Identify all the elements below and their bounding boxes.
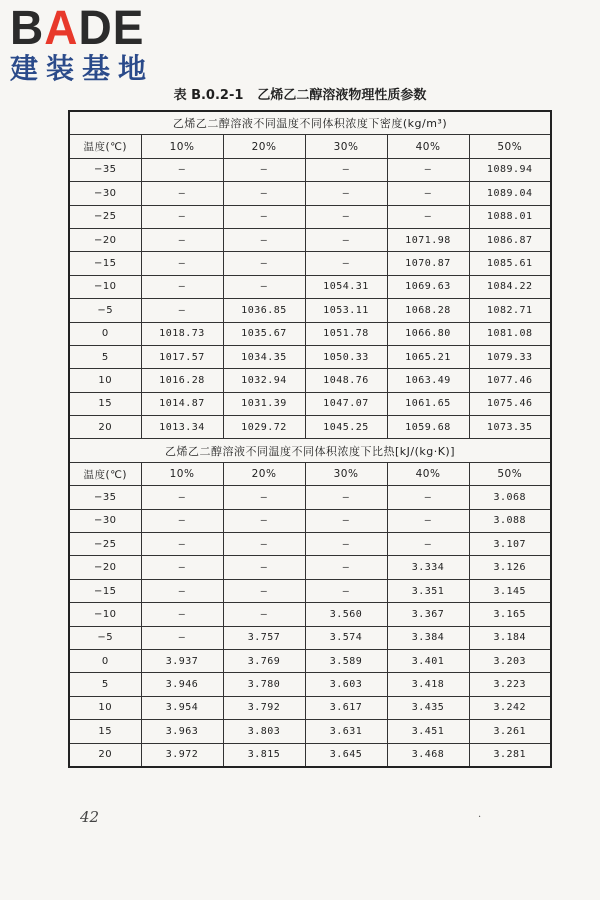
value-cell: — (387, 486, 469, 509)
value-cell: 1053.11 (305, 299, 387, 322)
value-cell: 1045.25 (305, 416, 387, 439)
value-cell: 1032.94 (223, 369, 305, 392)
value-cell: — (387, 182, 469, 205)
value-cell: 1017.57 (141, 345, 223, 368)
column-header-temperature: 温度(℃) (69, 462, 141, 485)
value-cell: — (387, 158, 469, 181)
value-cell: 1089.04 (469, 182, 551, 205)
value-cell: 1079.33 (469, 345, 551, 368)
value-cell: — (141, 205, 223, 228)
properties-table-body (69, 111, 551, 767)
value-cell: 3.435 (387, 696, 469, 719)
value-cell: 3.351 (387, 579, 469, 602)
section-title-row (69, 439, 551, 462)
temperature-cell: −15 (69, 252, 141, 275)
column-header-concentration: 40% (387, 135, 469, 158)
value-cell: 3.384 (387, 626, 469, 649)
value-cell: 1014.87 (141, 392, 223, 415)
value-cell: — (223, 486, 305, 509)
value-cell: — (305, 158, 387, 181)
table-title: 乙烯乙二醇溶液物理性质参数 (257, 88, 427, 103)
value-cell: 3.261 (469, 720, 551, 743)
value-cell: 3.792 (223, 696, 305, 719)
temperature-cell: 10 (69, 696, 141, 719)
value-cell: 1051.78 (305, 322, 387, 345)
value-cell: 1069.63 (387, 275, 469, 298)
table-row (69, 205, 551, 228)
temperature-cell: −5 (69, 299, 141, 322)
value-cell: 3.418 (387, 673, 469, 696)
value-cell: 1086.87 (469, 228, 551, 251)
value-cell: 3.937 (141, 649, 223, 672)
value-cell: 3.367 (387, 603, 469, 626)
stray-mark: · (478, 812, 482, 823)
value-cell: 1084.22 (469, 275, 551, 298)
table-row (69, 345, 551, 368)
table-row (69, 252, 551, 275)
table-row (69, 579, 551, 602)
value-cell: 1089.94 (469, 158, 551, 181)
temperature-cell: −10 (69, 603, 141, 626)
value-cell: — (141, 579, 223, 602)
table-row (69, 533, 551, 556)
column-header-concentration: 30% (305, 462, 387, 485)
column-header-concentration: 10% (141, 462, 223, 485)
value-cell: 3.946 (141, 673, 223, 696)
value-cell: 1013.34 (141, 416, 223, 439)
temperature-cell: 5 (69, 345, 141, 368)
value-cell: — (141, 252, 223, 275)
section-title: 乙烯乙二醇溶液不同温度不同体积浓度下比热[kJ/(kg·K)] (69, 439, 551, 462)
temperature-cell: 0 (69, 322, 141, 345)
value-cell: — (305, 556, 387, 579)
value-cell: 1065.21 (387, 345, 469, 368)
value-cell: 3.963 (141, 720, 223, 743)
table-number: 表 B.0.2-1 (173, 88, 244, 103)
value-cell: 1048.76 (305, 369, 387, 392)
table-row (69, 486, 551, 509)
value-cell: 1034.35 (223, 345, 305, 368)
value-cell: 3.954 (141, 696, 223, 719)
value-cell: 3.757 (223, 626, 305, 649)
value-cell: — (223, 252, 305, 275)
section-title-row (69, 111, 551, 135)
value-cell: 1063.49 (387, 369, 469, 392)
value-cell: 3.242 (469, 696, 551, 719)
value-cell: — (387, 205, 469, 228)
value-cell: 1047.07 (305, 392, 387, 415)
column-header-concentration: 20% (223, 135, 305, 158)
value-cell: 1031.39 (223, 392, 305, 415)
value-cell: — (141, 228, 223, 251)
table-row (69, 556, 551, 579)
value-cell: — (141, 182, 223, 205)
value-cell: 1082.71 (469, 299, 551, 322)
temperature-cell: 15 (69, 392, 141, 415)
column-header-concentration: 50% (469, 462, 551, 485)
value-cell: — (305, 205, 387, 228)
value-cell: 1050.33 (305, 345, 387, 368)
value-cell: — (305, 533, 387, 556)
brand-logo (10, 0, 155, 86)
value-cell: — (305, 509, 387, 532)
value-cell: — (141, 158, 223, 181)
value-cell: — (387, 533, 469, 556)
value-cell: — (305, 486, 387, 509)
value-cell: 3.780 (223, 673, 305, 696)
value-cell: — (223, 158, 305, 181)
column-header-row (69, 462, 551, 485)
value-cell: 3.107 (469, 533, 551, 556)
temperature-cell: −20 (69, 556, 141, 579)
table-row (69, 182, 551, 205)
value-cell: — (223, 579, 305, 602)
temperature-cell: −5 (69, 626, 141, 649)
value-cell: 1085.61 (469, 252, 551, 275)
value-cell: — (223, 509, 305, 532)
table-caption (0, 84, 600, 103)
table-row (69, 369, 551, 392)
value-cell: 3.184 (469, 626, 551, 649)
table-row (69, 626, 551, 649)
value-cell: — (223, 205, 305, 228)
table-row (69, 743, 551, 767)
temperature-cell: −30 (69, 509, 141, 532)
value-cell: 1068.28 (387, 299, 469, 322)
column-header-concentration: 40% (387, 462, 469, 485)
value-cell: 3.769 (223, 649, 305, 672)
temperature-cell: −35 (69, 158, 141, 181)
column-header-concentration: 10% (141, 135, 223, 158)
table-row (69, 649, 551, 672)
value-cell: 3.203 (469, 649, 551, 672)
table-row (69, 603, 551, 626)
value-cell: 3.401 (387, 649, 469, 672)
value-cell: 3.972 (141, 743, 223, 767)
value-cell: 3.645 (305, 743, 387, 767)
value-cell: 3.281 (469, 743, 551, 767)
value-cell: 1035.67 (223, 322, 305, 345)
value-cell: 3.803 (223, 720, 305, 743)
value-cell: 3.574 (305, 626, 387, 649)
value-cell: — (305, 579, 387, 602)
value-cell: — (141, 556, 223, 579)
temperature-cell: −20 (69, 228, 141, 251)
value-cell: 1073.35 (469, 416, 551, 439)
value-cell: 1071.98 (387, 228, 469, 251)
temperature-cell: −15 (69, 579, 141, 602)
value-cell: — (223, 533, 305, 556)
value-cell: 3.589 (305, 649, 387, 672)
value-cell: 3.068 (469, 486, 551, 509)
value-cell: 1077.46 (469, 369, 551, 392)
value-cell: — (223, 275, 305, 298)
value-cell: 1088.01 (469, 205, 551, 228)
value-cell: 3.617 (305, 696, 387, 719)
value-cell: 3.815 (223, 743, 305, 767)
column-header-concentration: 30% (305, 135, 387, 158)
temperature-cell: 15 (69, 720, 141, 743)
page-number: 42 (80, 808, 100, 826)
value-cell: 1029.72 (223, 416, 305, 439)
value-cell: — (141, 626, 223, 649)
table-row (69, 673, 551, 696)
value-cell: — (223, 603, 305, 626)
temperature-cell: 10 (69, 369, 141, 392)
value-cell: 1075.46 (469, 392, 551, 415)
value-cell: — (141, 603, 223, 626)
column-header-concentration: 50% (469, 135, 551, 158)
table-row (69, 228, 551, 251)
table-row (69, 322, 551, 345)
temperature-cell: 20 (69, 743, 141, 767)
table-row (69, 299, 551, 322)
value-cell: 3.223 (469, 673, 551, 696)
temperature-cell: 5 (69, 673, 141, 696)
temperature-cell: −25 (69, 533, 141, 556)
temperature-cell: −25 (69, 205, 141, 228)
value-cell: — (305, 252, 387, 275)
column-header-temperature: 温度(℃) (69, 135, 141, 158)
value-cell: 1066.80 (387, 322, 469, 345)
table-row (69, 720, 551, 743)
column-header-concentration: 20% (223, 462, 305, 485)
value-cell: 3.334 (387, 556, 469, 579)
temperature-cell: 20 (69, 416, 141, 439)
value-cell: 1061.65 (387, 392, 469, 415)
temperature-cell: −35 (69, 486, 141, 509)
value-cell: — (305, 182, 387, 205)
temperature-cell: −10 (69, 275, 141, 298)
properties-table (68, 110, 552, 768)
value-cell: 3.165 (469, 603, 551, 626)
value-cell: — (223, 228, 305, 251)
logo-wordmark: BADE (10, 0, 145, 55)
value-cell: 3.451 (387, 720, 469, 743)
value-cell: 3.560 (305, 603, 387, 626)
value-cell: 3.603 (305, 673, 387, 696)
value-cell: 1059.68 (387, 416, 469, 439)
value-cell: — (141, 509, 223, 532)
value-cell: 3.145 (469, 579, 551, 602)
value-cell: — (223, 182, 305, 205)
table-row (69, 158, 551, 181)
value-cell: — (141, 486, 223, 509)
value-cell: 1036.85 (223, 299, 305, 322)
value-cell: — (141, 299, 223, 322)
value-cell: — (223, 556, 305, 579)
table-row (69, 696, 551, 719)
value-cell: — (141, 275, 223, 298)
column-header-row (69, 135, 551, 158)
value-cell: 1018.73 (141, 322, 223, 345)
value-cell: 1070.87 (387, 252, 469, 275)
value-cell: 3.468 (387, 743, 469, 767)
table-row (69, 392, 551, 415)
temperature-cell: −30 (69, 182, 141, 205)
table-row (69, 416, 551, 439)
value-cell: 1054.31 (305, 275, 387, 298)
value-cell: 1081.08 (469, 322, 551, 345)
value-cell: — (141, 533, 223, 556)
value-cell: — (387, 509, 469, 532)
section-title: 乙烯乙二醇溶液不同温度不同体积浓度下密度(kg/m³) (69, 111, 551, 135)
temperature-cell: 0 (69, 649, 141, 672)
value-cell: — (305, 228, 387, 251)
logo-subtitle: 建装基地 (10, 52, 155, 85)
value-cell: 3.126 (469, 556, 551, 579)
value-cell: 3.631 (305, 720, 387, 743)
value-cell: 3.088 (469, 509, 551, 532)
value-cell: 1016.28 (141, 369, 223, 392)
table-row (69, 275, 551, 298)
table-row (69, 509, 551, 532)
